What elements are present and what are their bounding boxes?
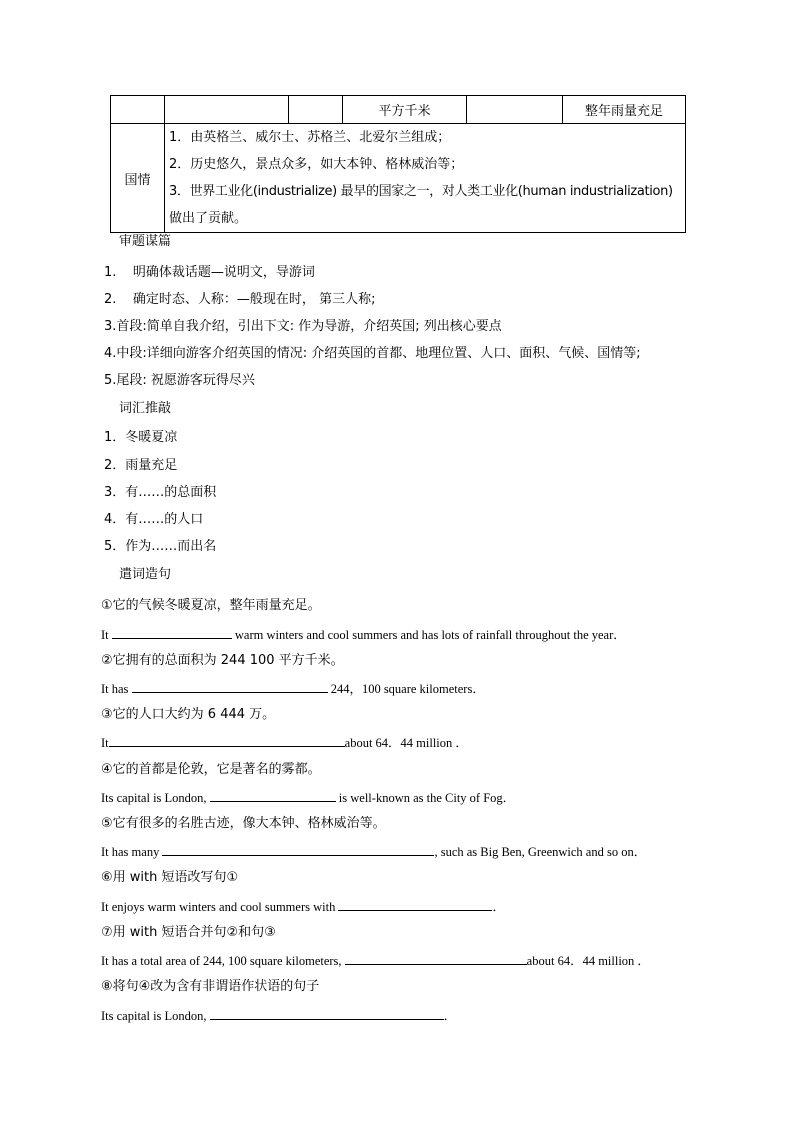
section-title-analysis: 审题谋篇 <box>119 234 172 249</box>
list-item: 3．有……的总面积 <box>104 485 217 500</box>
detail-line: 2．历史悠久，景点众多，如大本钟、格林威治等； <box>169 157 464 172</box>
table-cell-rainfall: 整年雨量充足 <box>563 96 686 124</box>
sentence-prompt: ⑧将句④改为含有非谓语作状语的句子 <box>101 979 320 994</box>
sentence-prompt: ⑤它有很多的名胜古迹，像大本钟、格林威治等。 <box>101 816 386 831</box>
answer-blank[interactable] <box>210 1006 444 1020</box>
list-item: 3.首段:简单自我介绍，引出下文: 作为导游，介绍英国; 列出核心要点 <box>104 319 502 334</box>
sentence-exercise: It has many , such as Big Ben, Greenwich and so on． <box>101 842 646 861</box>
sentence-prompt: ⑦用 with 短语合并句②和句③ <box>101 925 276 940</box>
sentence-prompt: ①它的气候冬暖夏凉，整年雨量充足。 <box>101 598 321 613</box>
list-item: 2. 确定时态、人称：—般现在时， 第三人称; <box>104 292 376 307</box>
answer-blank[interactable] <box>132 679 328 693</box>
table-cell <box>467 96 563 124</box>
answer-blank[interactable] <box>210 788 336 802</box>
list-item: 1. 明确体裁话题—说明文，导游词 <box>104 265 315 280</box>
section-title-vocab: 词汇推敲 <box>119 401 172 416</box>
table-cell <box>289 96 343 124</box>
list-item: 1．冬暖夏凉 <box>104 430 178 445</box>
detail-line: 3．世界工业化(industrialize) 最早的国家之一，对人类工业化(human industrialization) <box>169 184 673 199</box>
table-cell <box>111 96 165 124</box>
sentence-exercise: It enjoys warm winters and cool summers with ． <box>101 897 505 916</box>
sentence-exercise: It warm winters and cool summers and has lots of rainfall throughout the year． <box>101 625 626 644</box>
list-item: 2．雨量充足 <box>104 458 178 473</box>
country-info-table <box>110 95 686 233</box>
sentence-exercise: Its capital is London, ． <box>101 1006 456 1025</box>
answer-blank[interactable] <box>345 951 527 965</box>
sentence-exercise: It has a total area of 244, 100 square kilometers, about 64．44 million ． <box>101 951 650 970</box>
table-row <box>111 96 686 124</box>
list-item: 4．有……的人口 <box>104 512 204 527</box>
list-item: 4.中段:详细向游客介绍英国的情况: 介绍英国的首都、地理位置、人口、面积、气候、国情等; <box>104 346 641 361</box>
answer-blank[interactable] <box>109 733 345 747</box>
table-cell-area-unit: 平方千米 <box>343 96 467 124</box>
sentence-prompt: ③它的人口大约为 6 444 万。 <box>101 707 276 722</box>
sentence-exercise: It about 64．44 million ． <box>101 733 468 752</box>
detail-line: 1．由英格兰、威尔士、苏格兰、北爱尔兰组成； <box>169 130 451 145</box>
sentence-prompt: ④它的首都是伦敦，它是著名的雾都。 <box>101 762 321 777</box>
table-row <box>111 124 686 233</box>
list-item: 5．作为……而出名 <box>104 539 217 554</box>
table-cell-national-label: 国情 <box>111 124 165 233</box>
answer-blank[interactable] <box>162 842 434 856</box>
sentence-exercise: It has 244，100 square kilometers． <box>101 679 485 698</box>
sentence-prompt: ②它拥有的总面积为 244 100 平方千米。 <box>101 653 344 668</box>
answer-blank[interactable] <box>338 897 492 911</box>
detail-line: 做出了贡献。 <box>169 211 248 226</box>
section-title-sentences: 遣词造句 <box>119 567 172 582</box>
sentence-prompt: ⑥用 with 短语改写句① <box>101 870 239 885</box>
list-item: 5.尾段: 祝愿游客玩得尽兴 <box>104 373 255 388</box>
table-cell-national-details <box>165 124 686 233</box>
table-cell <box>165 96 289 124</box>
answer-blank[interactable] <box>112 625 232 639</box>
sentence-exercise: Its capital is London, is well-known as the City of Fog． <box>101 788 515 807</box>
